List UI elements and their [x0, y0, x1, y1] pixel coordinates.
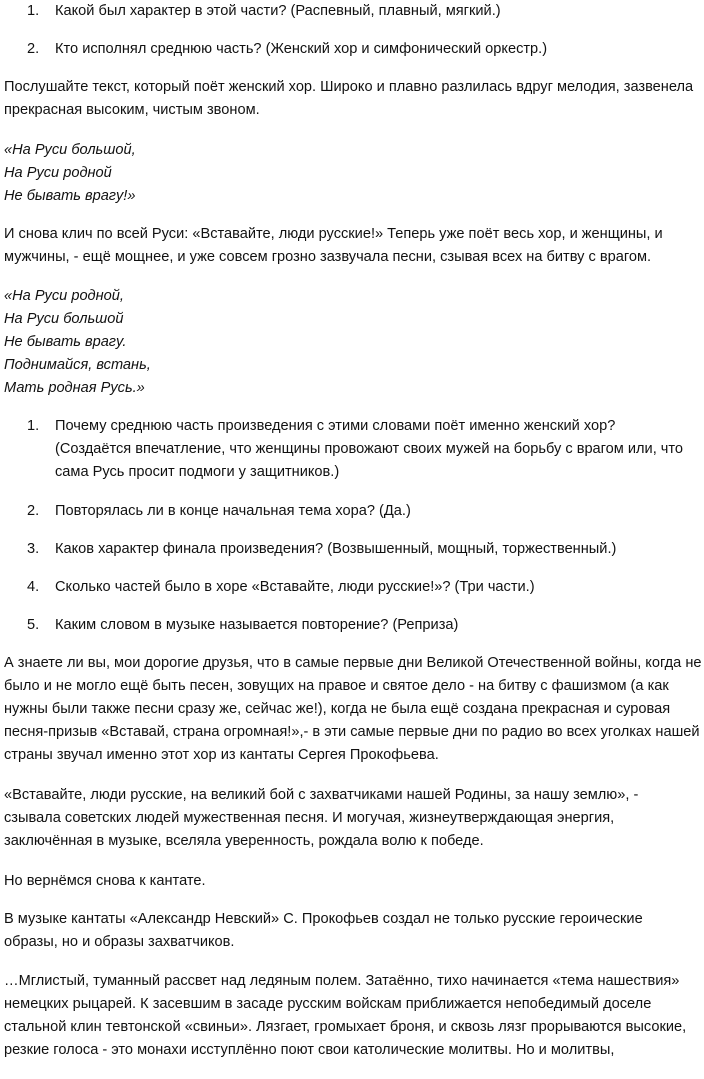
list-item-text: Какой был характер в этой части? (Распевный, плавный, мягкий.): [55, 3, 501, 19]
verse-line: На Руси большой: [4, 311, 124, 327]
list-item: [0, 0, 704, 23]
verse-line: Не бывать врагу!»: [4, 188, 136, 204]
verse-line: «На Руси родной,: [4, 288, 124, 304]
list-item-text: Кто исполнял среднюю часть? (Женский хор и симфонический оркестр.): [55, 41, 548, 57]
verse-line: «На Руси большой,: [4, 142, 136, 158]
paragraph: И снова клич по всей Руси: «Вставайте, люди русские!» Теперь уже поёт весь хор, и женщины, и мужчины, - ещё мощнее, и уже совсем грозно зазвучала песни, сзывая всех на битву с врагом.: [4, 226, 663, 265]
paragraph: В музыке кантаты «Александр Невский» С. Прокофьев создал не только русские героические образы, но и образы захватчиков.: [4, 911, 643, 950]
paragraph: Послушайте текст, который поёт женский хор. Широко и плавно разлилась вдруг мелодия, зазвенела прекрасная высоким, чистым звоном.: [4, 79, 694, 118]
verse-line: Мать родная Русь.»: [4, 380, 145, 396]
list-item: [0, 538, 704, 561]
list-item-number: 5.: [27, 617, 40, 633]
list-item-text: Повторялась ли в конце начальная тема хора? (Да.): [55, 503, 411, 519]
verse-line: Не бывать врагу.: [4, 334, 127, 350]
list-item-number: 1.: [27, 3, 40, 19]
list-item-text: Сколько частей было в хоре «Вставайте, люди русские!»? (Три части.): [55, 579, 535, 595]
list-item: [0, 614, 704, 637]
list-item: [0, 500, 704, 523]
list-item: [0, 415, 704, 484]
verse-line: Поднимайся, встань,: [4, 357, 151, 373]
list-item-text: Почему среднюю часть произведения с этими словами поёт именно женский хор? (Создаётся впечатление, что женщины провожают своих мужей на борьбу с врагом или, что сама Русь просит подмоги у защитников.): [55, 418, 684, 480]
list-item: [0, 576, 704, 599]
list-item-number: 2.: [27, 503, 40, 519]
list-item-text: Каким словом в музыке называется повторение? (Реприза): [55, 617, 459, 633]
paragraph: А знаете ли вы, мои дорогие друзья, что в самые первые дни Великой Отечественной войны, когда не было и не могло ещё быть песен, зовущих на правое и святое дело - на битву с фашизмом (а как нужны были также песни сразу же, сейчас же!), когда не была ещё создана прекрасная и суровая песня-призыв «Вставай, страна огромная!»,- в эти самые первые дни по радио во всех уголках нашей страны звучал именно этот хор из кантаты Сергея Прокофьева.: [4, 655, 702, 763]
paragraph: «Вставайте, люди русские, на великий бой с захватчиками нашей Родины, за нашу землю», - сзывала советских людей мужественная песня. И могучая, жизнеутверждающая энергия, заключённая в музыке, вселяла уверенность, рождала волю к победе.: [4, 787, 639, 849]
verse-line: На Руси родной: [4, 165, 112, 181]
list-item-number: 2.: [27, 41, 40, 57]
list-item-number: 1.: [27, 418, 40, 434]
list-item-number: 3.: [27, 541, 40, 557]
verse-block: [4, 285, 694, 400]
paragraph: Но вернёмся снова к кантате.: [4, 873, 206, 889]
verse-block: [4, 139, 694, 208]
list-item-text: Каков характер финала произведения? (Возвышенный, мощный, торжественный.): [55, 541, 617, 557]
list-item-number: 4.: [27, 579, 40, 595]
list-item: [0, 38, 704, 61]
paragraph: …Мглистый, туманный рассвет над ледяным полем. Затаённо, тихо начинается «тема нашествия» немецких рыцарей. К засевшим в засаде русским войскам приближается непобедимый доселе стальной клин тевтонской «свиньи». Лязгает, громыхает броня, и сквозь лязг прорываются высокие, резкие голоса - это монахи исступлённо поют свои католические молитвы. Но и молитвы,: [4, 973, 687, 1058]
